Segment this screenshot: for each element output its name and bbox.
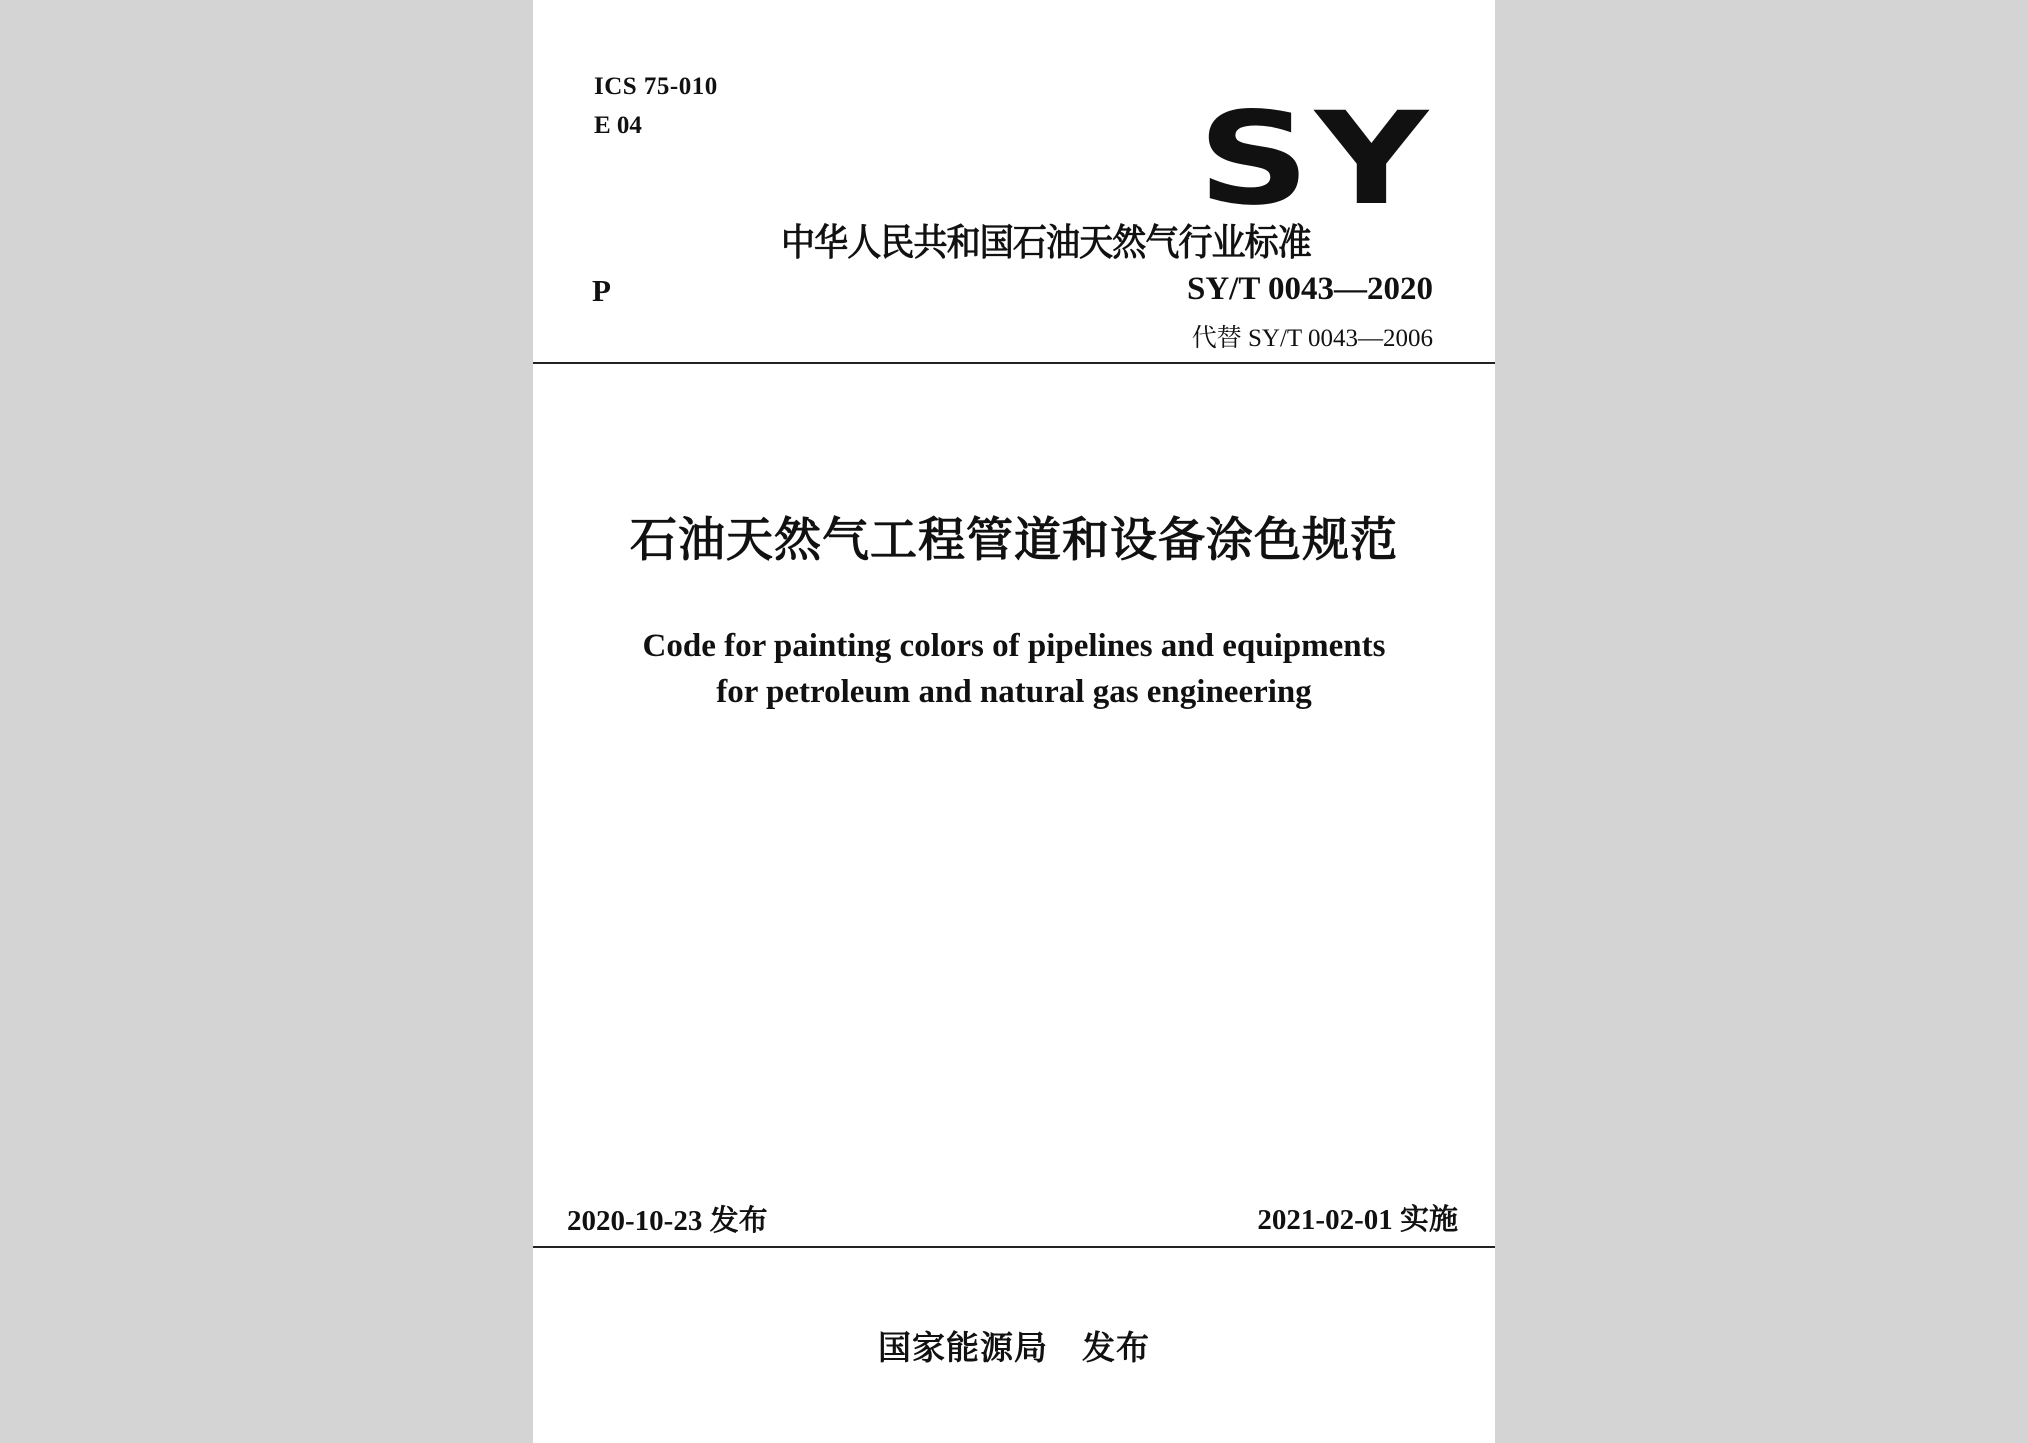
chinese-title: 石油天然气工程管道和设备涂色规范: [630, 513, 1398, 568]
effective-date: 2021-02-01 实施: [1257, 1204, 1458, 1236]
replaces-standard: 代替 SY/T 0043—2006: [1191, 325, 1433, 352]
publisher: 国家能源局 发布: [878, 1328, 1150, 1367]
english-title-line-2: for petroleum and natural gas engineering: [716, 674, 1312, 710]
ics-code: ICS 75-010: [594, 73, 718, 100]
category-letter: P: [592, 273, 611, 308]
standard-cover-page: [533, 0, 1495, 1443]
footer-divider: [533, 1246, 1495, 1248]
industry-standard-title: 中华人民共和国石油天然气行业标准: [781, 221, 1311, 264]
header-divider: [533, 362, 1495, 364]
standard-number: SY/T 0043—2020: [1186, 271, 1433, 307]
sy-logo: SY: [1197, 85, 1433, 234]
english-title: [533, 623, 1495, 715]
release-date: 2020-10-23 发布: [567, 1205, 768, 1237]
english-title-line-1: Code for painting colors of pipelines and equipments: [642, 628, 1386, 664]
ccs-code: E 04: [594, 112, 642, 139]
